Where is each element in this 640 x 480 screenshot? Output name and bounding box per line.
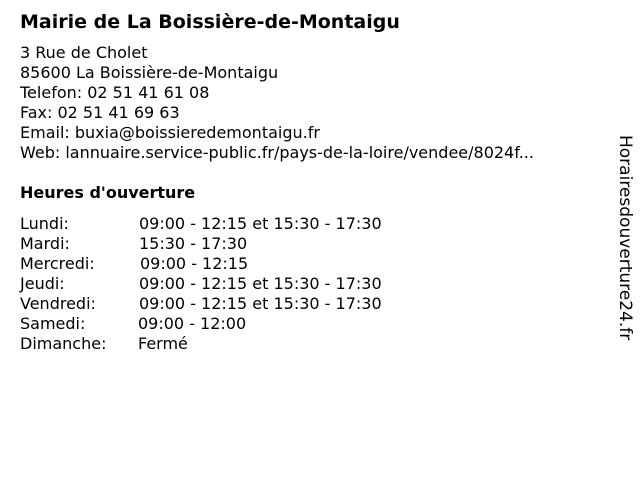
day-label: Dimanche:	[20, 334, 107, 353]
address-city: 85600 La Boissière-de-Montaigu	[20, 63, 279, 82]
time-range: 09:00 - 12:15 et 15:30 - 17:30	[139, 294, 382, 313]
email-address: Email: buxia@boissieredemontaigu.fr	[20, 123, 320, 142]
day-label: Samedi:	[20, 314, 86, 333]
day-label: Jeudi:	[20, 274, 65, 293]
phone-number: Telefon: 02 51 41 61 08	[20, 83, 210, 102]
time-range: 15:30 - 17:30	[139, 234, 248, 253]
address-street: 3 Rue de Cholet	[20, 43, 148, 62]
day-label: Mardi:	[20, 234, 70, 253]
day-label: Mercredi:	[20, 254, 95, 273]
time-range: 09:00 - 12:00	[138, 314, 247, 333]
site-watermark: Horairesdouverture24.fr	[615, 135, 635, 341]
day-label: Vendredi:	[20, 294, 96, 313]
contact-info	[20, 43, 534, 163]
time-range: 09:00 - 12:15 et 15:30 - 17:30	[139, 274, 382, 293]
time-range: 09:00 - 12:15	[140, 254, 249, 273]
time-range: 09:00 - 12:15 et 15:30 - 17:30	[139, 214, 382, 233]
day-label: Lundi:	[20, 214, 69, 233]
page-title: Mairie de La Boissière-de-Montaigu	[20, 11, 400, 33]
opening-hours-heading: Heures d'ouverture	[20, 183, 196, 202]
website-link[interactable]: Web: lannuaire.service-public.fr/pays-de-la-loire/vendee/8024f...	[20, 143, 534, 162]
fax-number: Fax: 02 51 41 69 63	[20, 103, 180, 122]
time-range: Fermé	[138, 334, 188, 353]
